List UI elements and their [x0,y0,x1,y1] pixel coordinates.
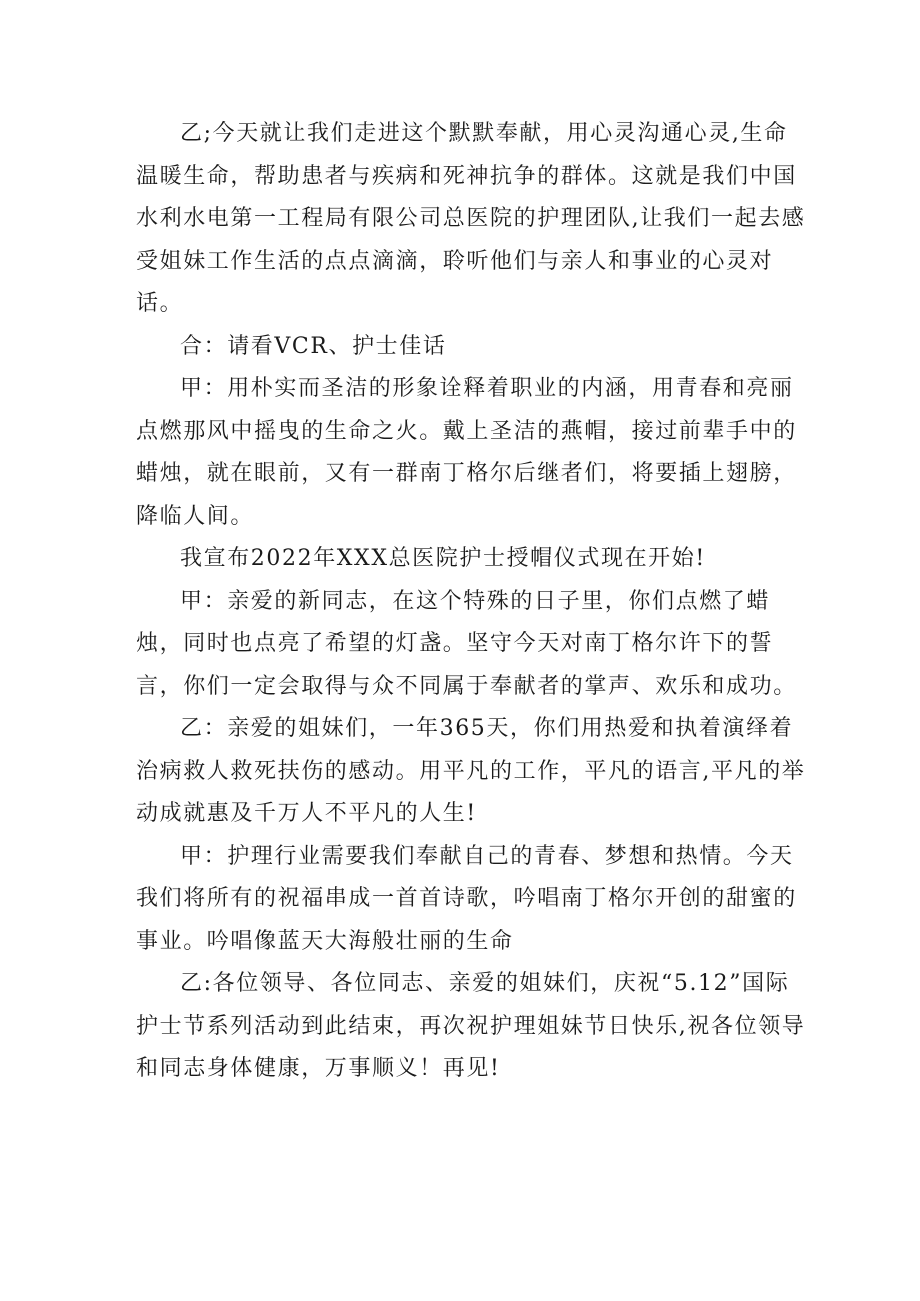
paragraph-5: 甲：亲爱的新同志，在这个特殊的日子里，你们点燃了蜡烛，同时也点亮了希望的灯盏。坚守今天对南丁格尔许下的誓言，你们一定会取得与众不同属于奉献者的掌声、欢乐和成功。 [136,588,797,699]
paragraph-4: 我宣布2022年XXX总医院护士授帽仪式现在开始! [180,546,706,571]
paragraph-6: 乙：亲爱的姐妹们，一年365天，你们用热爱和执着演绎着治病救人救死扶伤的感动。用平凡的工作，平凡的语言,平凡的举动成就惠及千万人不平凡的人生! [136,716,806,826]
paragraph-3: 甲：用朴实而圣洁的形象诠释着职业的内涵，用青春和亮丽点燃那风中摇曳的生命之火。戴上圣洁的燕帽，接过前辈手中的蜡烛，就在眼前，又有一群南丁格尔后继者们，将要插上翅膀，降临人间。 [136,376,797,529]
paragraph-8: 乙:各位领导、各位同志、亲爱的姐妹们，庆祝“5.12”国际护士节系列活动到此结束，再次祝护理姐妹节日快乐,祝各位领导和同志身体健康，万事顺义！再见! [136,971,806,1081]
paragraph-7: 甲：护理行业需要我们奉献自己的青春、梦想和热情。今天我们将所有的祝福串成一首首诗歌，吟唱南丁格尔开创的甜蜜的事业。吟唱像蓝天大海般壮丽的生命 [136,843,797,954]
document-body [136,113,808,1091]
paragraph-1: 乙;今天就让我们走进这个默默奉献，用心灵沟通心灵,生命温暖生命，帮助患者与疾病和死神抗争的群体。这就是我们中国水利水电第一工程局有限公司总医院的护理团队,让我们一起去感受姐妹工作生活的点点滴滴，聆听他们与亲人和事业的心灵对话。 [136,121,806,316]
paragraph-2: 合：请看VCR、护士佳话 [180,333,447,359]
